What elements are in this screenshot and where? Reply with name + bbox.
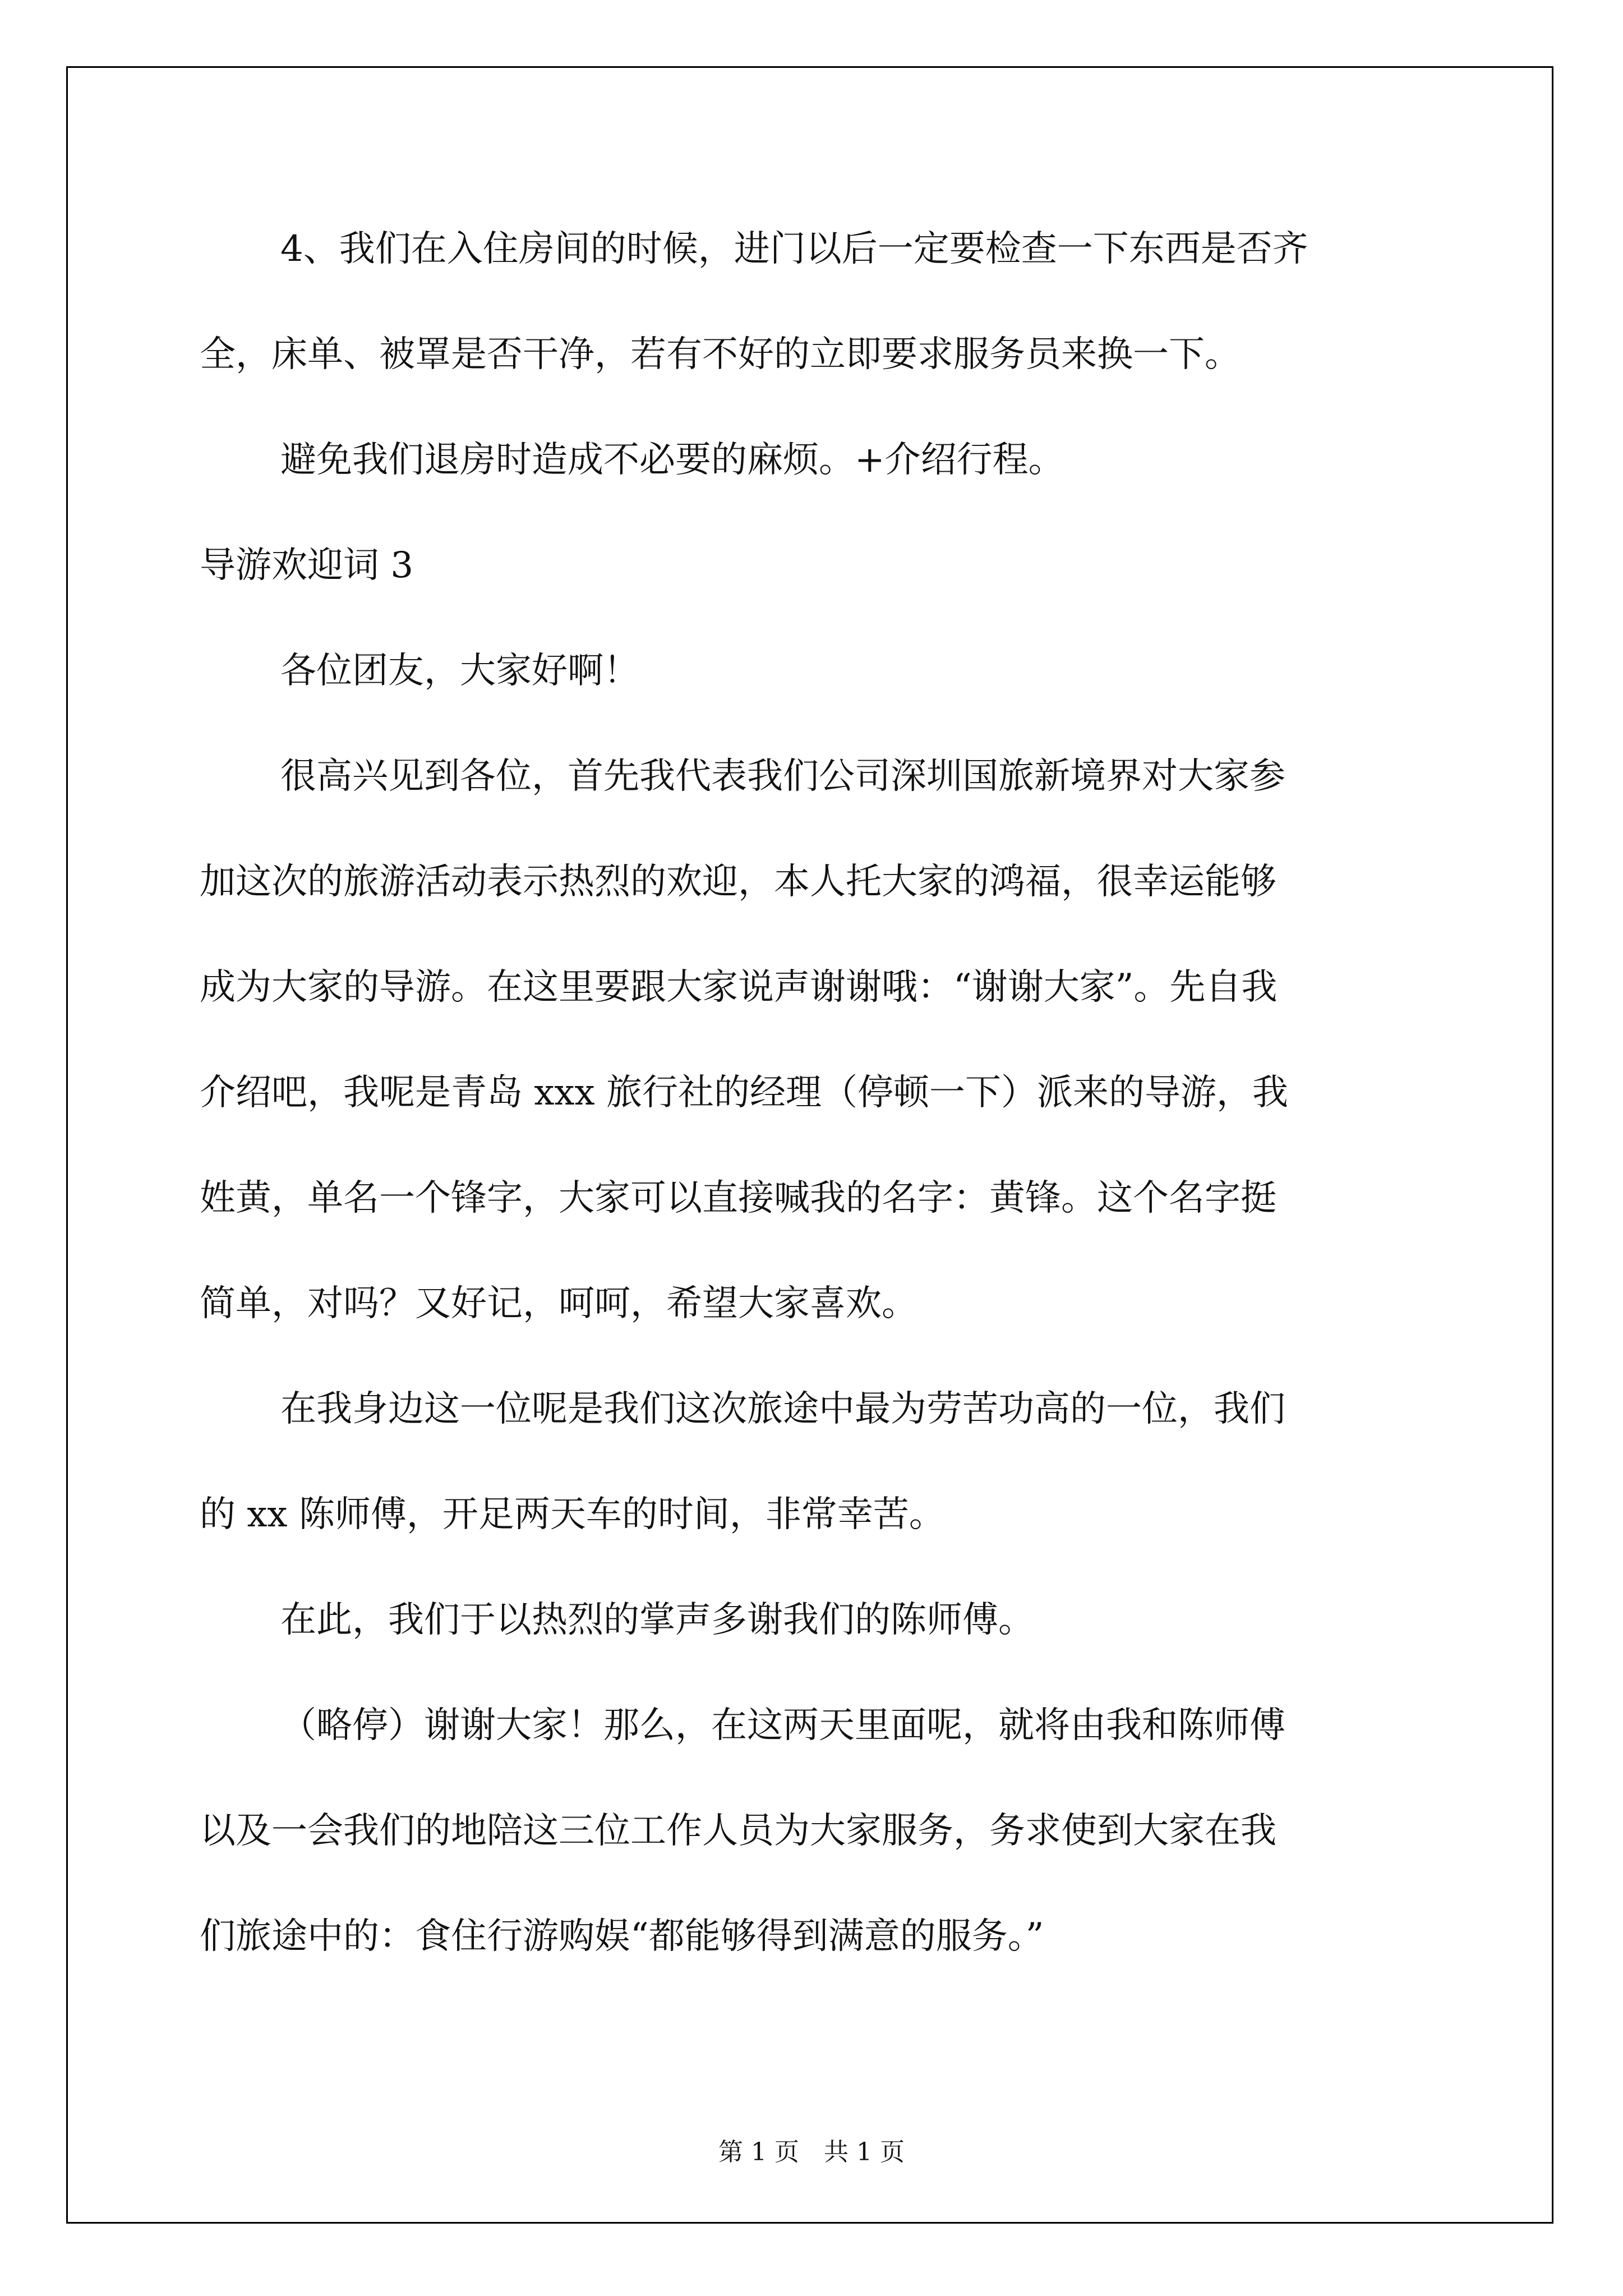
paragraph-line: 很高兴见到各位，首先我代表我们公司深圳国旅新境界对大家参 <box>280 756 1285 797</box>
paragraph-line: 们旅途中的：食住行游购娱“都能够得到满意的服务。” <box>200 1916 1044 1957</box>
paragraph-line: 4、我们在入住房间的时候，进门以后一定要检查一下东西是否齐 <box>280 228 1308 270</box>
section-heading: 导游欢迎词 3 <box>200 545 414 586</box>
paragraph-line: 在我身边这一位呢是我们这次旅途中最为劳苦功高的一位，我们 <box>280 1388 1285 1430</box>
paragraph-line: 加这次的旅游活动表示热烈的欢迎，本人托大家的鸿福，很幸运能够 <box>200 861 1276 903</box>
paragraph-line: 以及一会我们的地陪这三位工作人员为大家服务，务求使到大家在我 <box>200 1810 1276 1852</box>
paragraph-line: 的 xx 陈师傅，开足两天车的时间，非常幸苦。 <box>200 1494 945 1535</box>
paragraph-line: 成为大家的导游。在这里要跟大家说声谢谢哦：“谢谢大家”。先自我 <box>200 967 1278 1008</box>
paragraph-line: 姓黄，单名一个锋字，大家可以直接喊我的名字：黄锋。这个名字挺 <box>200 1177 1276 1219</box>
paragraph-line: 介绍吧，我呢是青岛 xxx 旅行社的经理（停顿一下）派来的导游，我 <box>200 1072 1288 1114</box>
page-footer: 第 1 页 共 1 页 <box>718 2138 905 2166</box>
paragraph-line: 各位团友，大家好啊！ <box>280 650 639 692</box>
paragraph-line: 在此，我们于以热烈的掌声多谢我们的陈师傅。 <box>280 1599 1034 1641</box>
page-border <box>66 66 1553 2224</box>
paragraph-line: 简单，对吗？又好记，呵呵，希望大家喜欢。 <box>200 1283 917 1324</box>
paragraph-line: 全，床单、被罩是否干净，若有不好的立即要求服务员来换一下。 <box>200 334 1241 375</box>
paragraph-line: 避免我们退房时造成不必要的麻烦。+介绍行程。 <box>280 439 1064 481</box>
paragraph-line: （略停）谢谢大家！那么，在这两天里面呢，就将由我和陈师傅 <box>280 1705 1285 1746</box>
